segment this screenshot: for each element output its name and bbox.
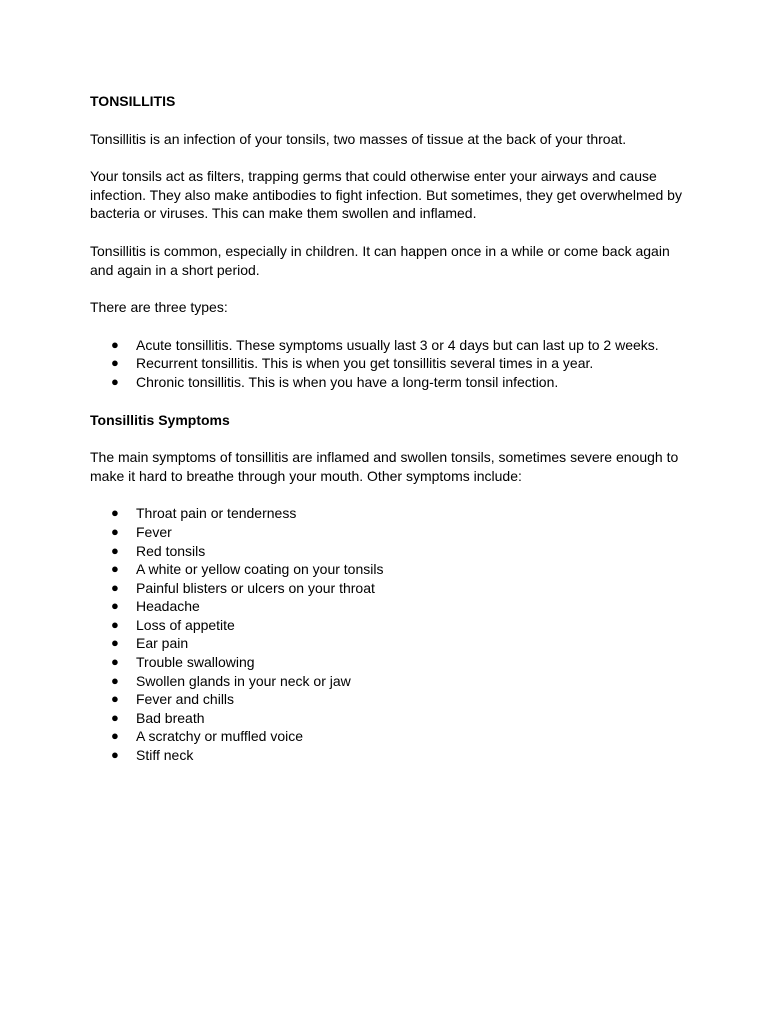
list-item-text: Stiff neck (136, 747, 194, 764)
list-item-text: Throat pain or tenderness (136, 505, 297, 522)
list-item-text: Fever (136, 523, 172, 540)
paragraph-line: infection. They also make antibodies to fight infection. But sometimes, they get overwhelmed by (90, 186, 682, 203)
types-intro: There are three types: (90, 299, 228, 316)
list-item-text: Loss of appetite (136, 616, 235, 633)
bullet-icon: ● (111, 709, 119, 725)
list-item (90, 653, 690, 672)
types-list (90, 336, 690, 392)
list-item (90, 523, 690, 542)
filters-paragraph (90, 167, 690, 223)
list-item-text: Painful blisters or ulcers on your throat (136, 579, 375, 596)
list-item (90, 690, 690, 709)
paragraph-line: and again in a short period. (90, 261, 260, 278)
list-item (90, 727, 690, 746)
list-item-text: A white or yellow coating on your tonsils (136, 561, 384, 578)
list-item (90, 597, 690, 616)
bullet-icon: ● (111, 747, 119, 763)
bullet-icon: ● (111, 336, 119, 352)
symptoms-heading: Tonsillitis Symptoms (90, 411, 230, 428)
bullet-icon: ● (111, 616, 119, 632)
bullet-icon: ● (111, 505, 119, 521)
list-item-text: A scratchy or muffled voice (136, 728, 304, 745)
symptoms-list (90, 504, 690, 764)
list-item (90, 354, 690, 373)
list-item (90, 579, 690, 598)
bullet-icon: ● (111, 523, 119, 539)
document-body (90, 92, 690, 765)
list-item-text: Swollen glands in your neck or jaw (136, 672, 351, 689)
list-item (90, 634, 690, 653)
bullet-icon: ● (111, 579, 119, 595)
list-item (90, 542, 690, 561)
document-title: TONSILLITIS (90, 93, 176, 109)
bullet-icon: ● (111, 355, 119, 371)
symptoms-intro-paragraph (90, 448, 690, 485)
list-item-text: Acute tonsillitis. These symptoms usually last 3 or 4 days but can last up to 2 weeks. (136, 336, 659, 353)
bullet-icon: ● (111, 691, 119, 707)
list-item-text: Headache (136, 598, 200, 615)
list-item-text: Chronic tonsillitis. This is when you have a long-term tonsil infection. (136, 373, 559, 390)
list-item (90, 560, 690, 579)
list-item (90, 616, 690, 635)
list-item-text: Ear pain (136, 635, 189, 652)
intro-paragraph: Tonsillitis is an infection of your tonsils, two masses of tissue at the back of your throat. (90, 130, 627, 147)
paragraph-line: bacteria or viruses. This can make them swollen and inflamed. (90, 205, 477, 222)
paragraph-line: Your tonsils act as filters, trapping germs that could otherwise enter your airways and cause (90, 168, 657, 185)
bullet-icon: ● (111, 542, 119, 558)
list-item-text: Recurrent tonsillitis. This is when you get tonsillitis several times in a year. (136, 355, 594, 372)
bullet-icon: ● (111, 561, 119, 577)
bullet-icon: ● (111, 598, 119, 614)
bullet-icon: ● (111, 672, 119, 688)
list-item (90, 709, 690, 728)
paragraph-line: Tonsillitis is common, especially in children. It can happen once in a while or come back again (90, 242, 670, 259)
list-item (90, 746, 690, 765)
list-item-text: Fever and chills (136, 691, 235, 708)
bullet-icon: ● (111, 635, 119, 651)
list-item-text: Red tonsils (136, 542, 206, 559)
bullet-icon: ● (111, 728, 119, 744)
paragraph-line: make it hard to breathe through your mouth. Other symptoms include: (90, 467, 522, 484)
list-item-text: Trouble swallowing (136, 654, 255, 671)
common-paragraph (90, 242, 690, 279)
list-item-text: Bad breath (136, 709, 205, 726)
list-item (90, 336, 690, 355)
bullet-icon: ● (111, 373, 119, 389)
list-item (90, 373, 690, 392)
list-item (90, 672, 690, 691)
list-item (90, 504, 690, 523)
paragraph-line: The main symptoms of tonsillitis are inflamed and swollen tonsils, sometimes severe enough to (90, 449, 679, 466)
bullet-icon: ● (111, 654, 119, 670)
